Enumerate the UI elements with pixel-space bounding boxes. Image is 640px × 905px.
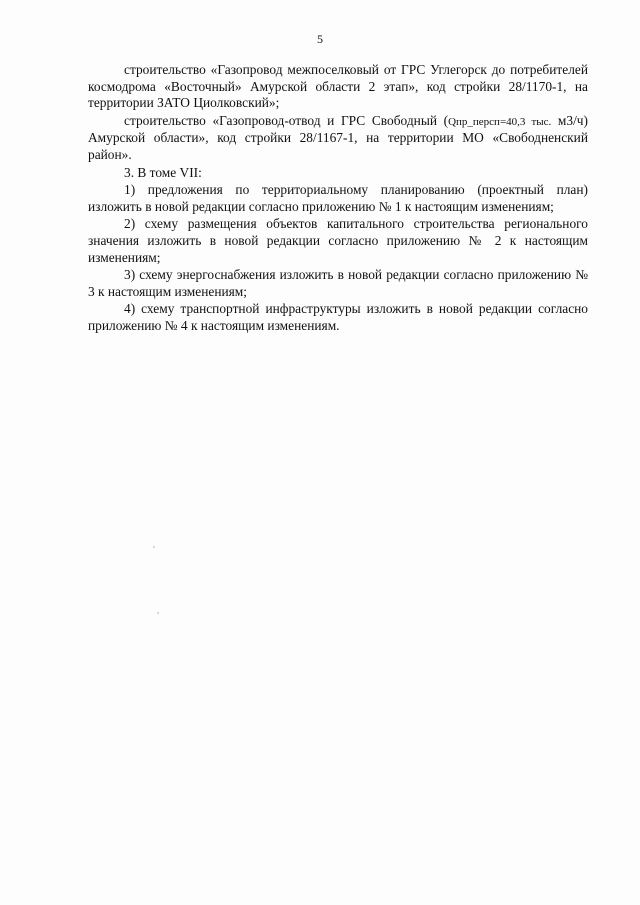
paragraph-gas-pipeline-svobodny-part-b: м3/ч) Амурской области», код стройки 28/1167-1, на территории МО «Свободненский район». bbox=[88, 112, 589, 162]
capacity-note: Qпр_персп=40,3 тыс. bbox=[448, 115, 552, 128]
paragraph-gas-pipeline-svobodny bbox=[88, 113, 588, 164]
document-body bbox=[88, 62, 588, 335]
list-item-territorial-planning: 1) предложения по территориальному планированию (проектный план) изложить в новой редакции согласно приложению № 1 к настоящим изменениям; bbox=[88, 182, 588, 214]
list-item-transport-scheme: 4) схему транспортной инфраструктуры изложить в новой редакции согласно приложению № 4 к настоящим изменениям. bbox=[88, 301, 588, 333]
scan-speck bbox=[153, 546, 155, 548]
list-item-energy-supply-scheme: 3) схему энергоснабжения изложить в новой редакции согласно приложению № 3 к настоящим изменениям; bbox=[88, 267, 588, 299]
paragraph-gas-pipeline-svobodny-part-a: строительство «Газопровод-отвод и ГРС Свободный ( bbox=[124, 112, 449, 128]
page-number: 5 bbox=[317, 32, 323, 46]
scan-speck bbox=[157, 612, 159, 614]
paragraph-volume-vii-heading: 3. В томе VII: bbox=[124, 164, 202, 180]
list-item-capital-construction-scheme: 2) схему размещения объектов капитального строительства регионального значения изложить в новой редакции согласно приложению № 2 к настоящим изменениям; bbox=[88, 216, 588, 265]
paragraph-gas-pipeline-uglegorsk: строительство «Газопровод межпоселковый от ГРС Углегорск до потребителей космодрома «Восточный» Амурской области 2 этап», код стройки 28/1170-1, на территории ЗАТО Циолковский»; bbox=[88, 62, 588, 111]
